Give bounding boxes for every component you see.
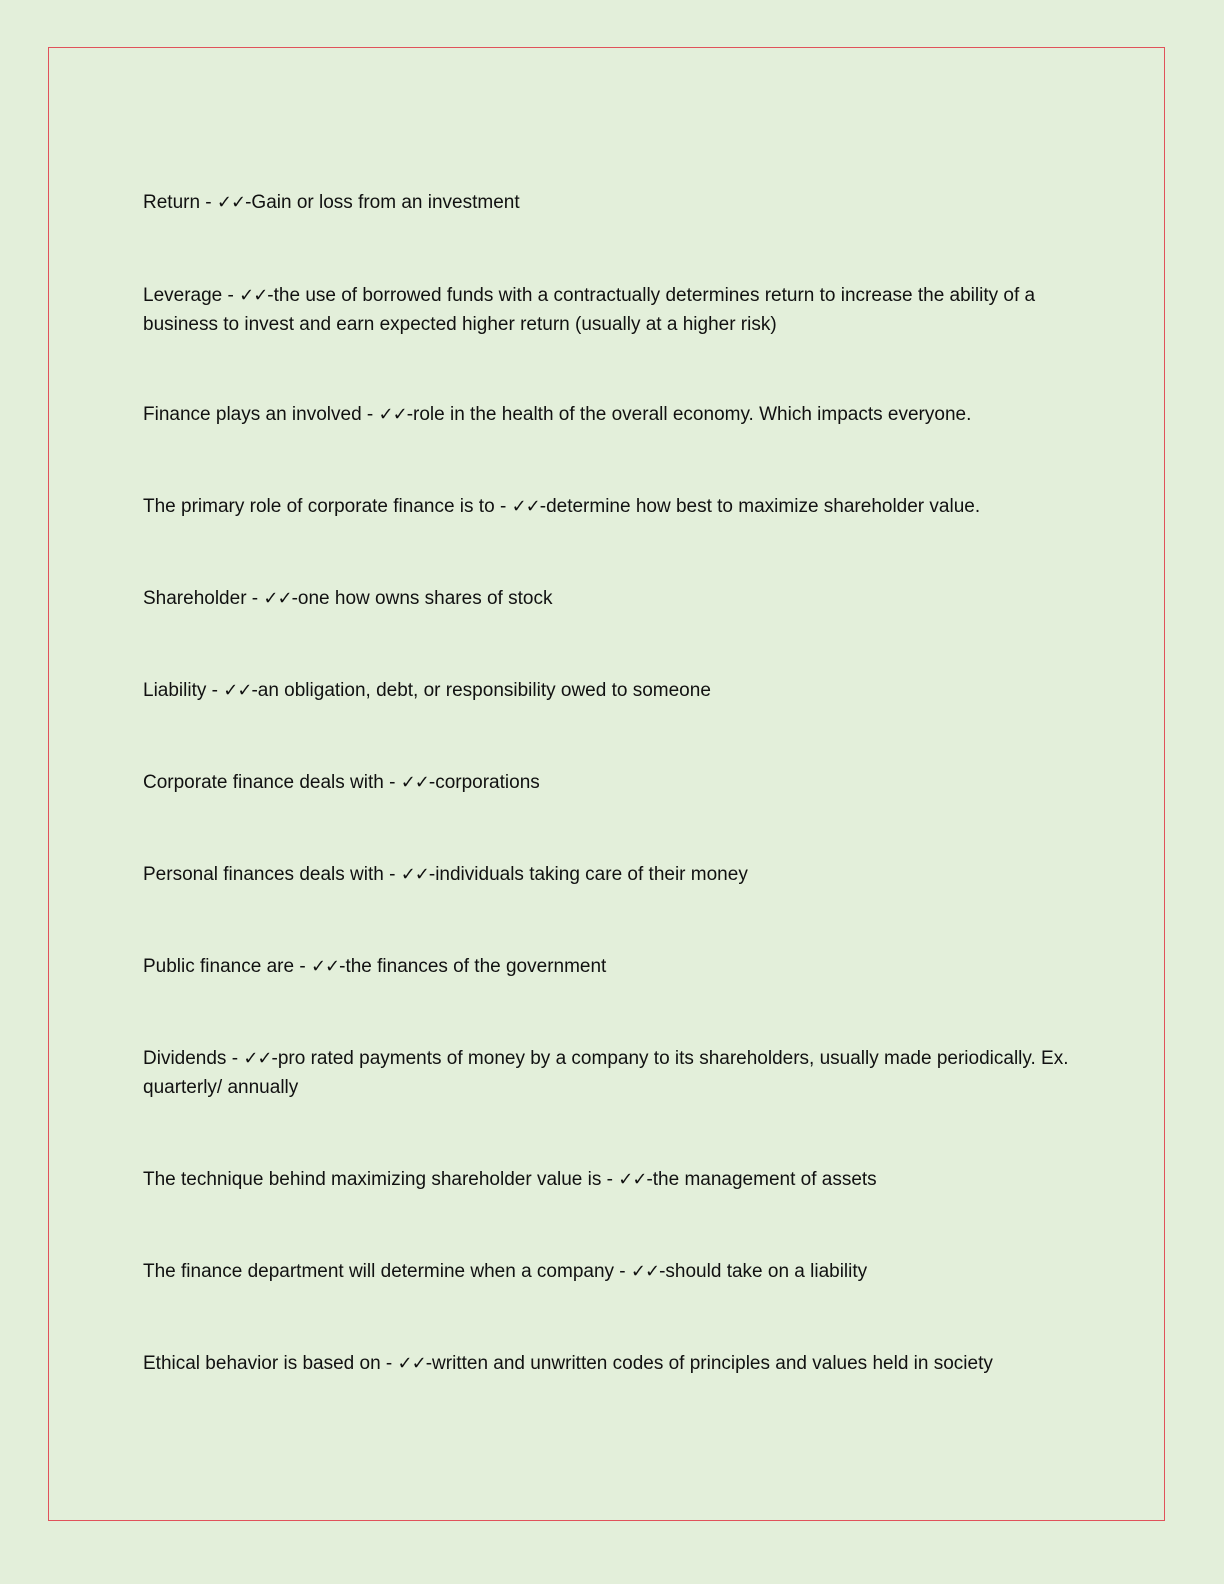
entry-term: Return [143, 192, 201, 213]
entry-definition: role in the health of the overall economy. Which impacts everyone. [413, 404, 972, 425]
entry-public-finance: Public finance are - ✓✓-the finances of the government [143, 956, 607, 977]
entry-maximizing-technique: The technique behind maximizing shareholder value is - ✓✓-the management of assets [143, 1169, 877, 1190]
entry-term: The technique behind maximizing shareholder value is [143, 1169, 602, 1190]
entry-term: Ethical behavior is based on [143, 1353, 381, 1374]
entry-term: Public finance are [143, 956, 295, 977]
double-check-icon: ✓✓ [511, 496, 540, 517]
entry-personal-finance: Personal finances deals with - ✓✓-individuals taking care of their money [143, 864, 748, 885]
entry-definition: the management of assets [652, 1169, 877, 1190]
entry-dividends: Dividends - ✓✓-pro rated payments of money by a company to its shareholders, usually made periodically. Ex. quarterly/ annually [143, 1048, 1069, 1098]
entry-ethical-behavior: Ethical behavior is based on - ✓✓-written and unwritten codes of principles and values held in society [143, 1353, 993, 1374]
double-check-icon: ✓✓ [310, 956, 340, 977]
entry-term: Leverage [143, 285, 223, 306]
entry-shareholder: Shareholder - ✓✓-one how owns shares of stock [143, 588, 553, 609]
entry-term: The finance department will determine when a company [143, 1261, 615, 1282]
double-check-icon: ✓✓ [400, 864, 429, 885]
double-check-icon: ✓✓ [223, 680, 252, 701]
entry-definition: written and unwritten codes of principles and values held in society [432, 1353, 993, 1374]
entry-definition: individuals taking care of their money [435, 864, 748, 885]
entry-term: Dividends [143, 1048, 227, 1069]
entry-definition: should take on a liability [665, 1261, 868, 1282]
double-check-icon: ✓✓ [216, 192, 246, 213]
entry-corporate-finance: Corporate finance deals with - ✓✓-corporations [143, 772, 540, 793]
entry-term: Finance plays an involved [143, 404, 362, 425]
entry-term: Liability [143, 680, 207, 701]
double-check-icon: ✓✓ [243, 1048, 272, 1069]
entry-definition: the use of borrowed funds with a contractually determines return to increase the ability of a business to invest and earn expected higher return (usually at a higher risk) [143, 285, 1036, 335]
entry-finance-department: The finance department will determine when a company - ✓✓-should take on a liability [143, 1261, 868, 1282]
entry-term: Corporate finance deals with [143, 772, 384, 793]
double-check-icon: ✓✓ [239, 285, 268, 306]
double-check-icon: ✓✓ [378, 404, 407, 425]
entry-term: Shareholder [143, 588, 247, 609]
double-check-icon: ✓✓ [263, 588, 292, 609]
double-check-icon: ✓✓ [397, 1353, 426, 1374]
entry-definition: Gain or loss from an investment [251, 192, 520, 213]
double-check-icon: ✓✓ [630, 1261, 660, 1282]
entry-corporate-finance-role: The primary role of corporate finance is to - ✓✓-determine how best to maximize shareholder value. [143, 496, 981, 517]
double-check-icon: ✓✓ [618, 1169, 647, 1190]
entry-definition: one how owns shares of stock [297, 588, 553, 609]
entry-definition: corporations [435, 772, 540, 793]
entry-liability: Liability - ✓✓-an obligation, debt, or responsibility owed to someone [143, 680, 711, 701]
double-check-icon: ✓✓ [400, 772, 429, 793]
entry-term: Personal finances deals with [143, 864, 384, 885]
entry-term: The primary role of corporate finance is to [143, 496, 495, 517]
entry-leverage: Leverage - ✓✓-the use of borrowed funds with a contractually determines return to increase the ability of a business to invest and earn expected higher return (usually at a higher risk) [143, 285, 1036, 335]
entry-definition: an obligation, debt, or responsibility owed to someone [257, 680, 711, 701]
entry-finance-role: Finance plays an involved - ✓✓-role in the health of the overall economy. Which impacts everyone. [143, 404, 972, 425]
entry-return: Return - ✓✓-Gain or loss from an investment [143, 192, 520, 213]
entry-definition: pro rated payments of money by a company to its shareholders, usually made periodically. Ex. quarterly/ annually [143, 1048, 1069, 1098]
entry-definition: the finances of the government [345, 956, 607, 977]
entry-definition: determine how best to maximize shareholder value. [546, 496, 981, 517]
